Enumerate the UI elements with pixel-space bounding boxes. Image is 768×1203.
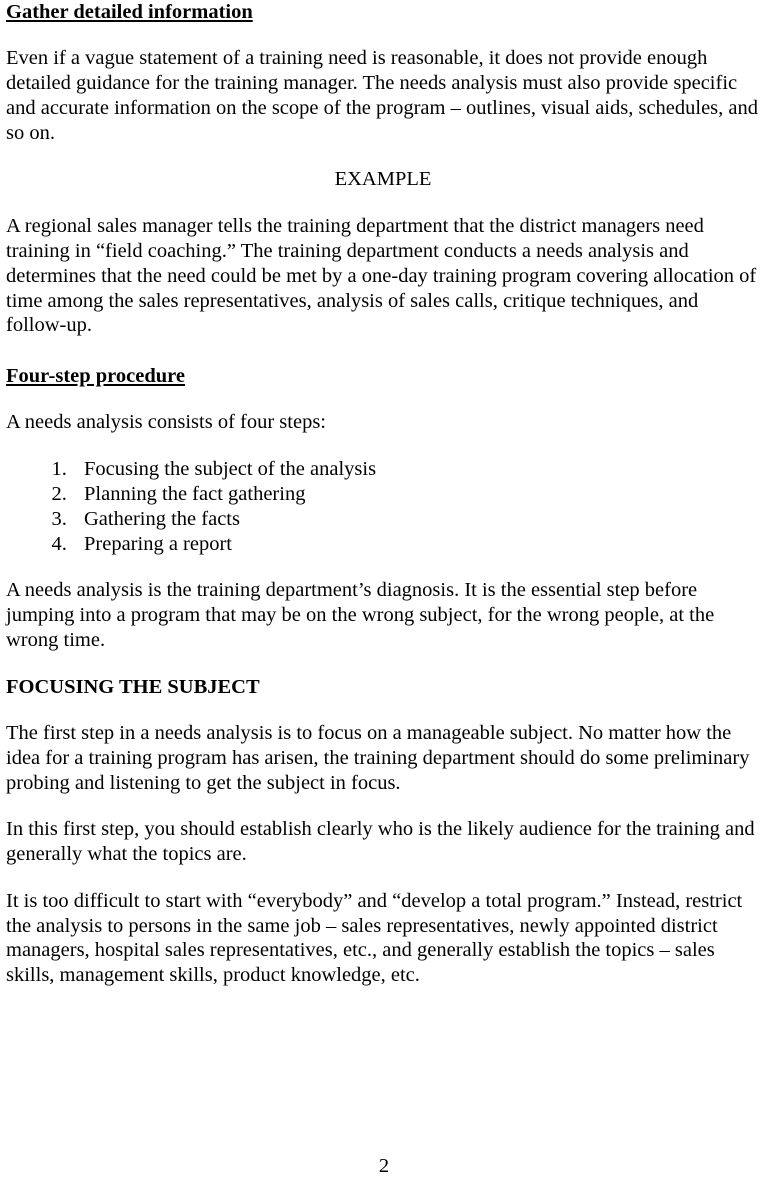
spacer: [6, 388, 760, 410]
list-item: 4. Preparing a report: [72, 532, 760, 557]
paragraph-focusing-restrict-analysis: It is too difficult to start with “everybody” and “develop a total program.” Instead, restrict the analysis to persons in the same job – sales representatives, newly appointed district managers, hospital sales representatives, etc., and generally establish the topics – sales skills, management skills, product knowledge, etc.: [6, 889, 743, 987]
section-heading-gather-detailed-information: Gather detailed information: [6, 1, 253, 23]
section-heading-four-step-procedure: Four-step procedure: [6, 365, 185, 388]
paragraph-focusing-first-step: The first step in a needs analysis is to focus on a manageable subject. No matter how the idea for a training program has arisen, the training department should do some preliminary probing and listening to get the subject in focus.: [6, 721, 750, 794]
spacer: [6, 145, 760, 167]
spacer: [6, 435, 760, 457]
list-item: 1. Focusing the subject of the analysis: [72, 457, 760, 482]
page-number: 2: [378, 1155, 390, 1177]
paragraph-gather-detailed-information: Even if a vague statement of a training need is reasonable, it does not provide enough detailed guidance for the training manager. The needs analysis must also provide specific and accurate information on the scope of the program – outlines, visual aids, schedules, and so on.: [6, 47, 759, 144]
spacer: [6, 192, 760, 214]
spacer: [6, 699, 760, 721]
paragraph-four-step-intro: A needs analysis consists of four steps:: [6, 411, 326, 434]
paragraph-focusing-audience: In this first step, you should establish clearly who is the likely audience for the training and generally what the topics are.: [6, 818, 755, 866]
spacer: [6, 653, 760, 675]
section-heading-example: EXAMPLE: [334, 168, 432, 191]
spacer: [6, 556, 760, 578]
spacer: [6, 338, 760, 364]
list-item: 3. Gathering the facts: [72, 507, 760, 532]
spacer: [6, 24, 760, 46]
section-heading-focusing-the-subject: FOCUSING THE SUBJECT: [6, 675, 260, 698]
spacer: [6, 867, 760, 889]
paragraph-example: A regional sales manager tells the training department that the district managers need training in “field coaching.” The training department conducts a needs analysis and determines that the need could be met by a one-day training program covering allocation of time among the sales representatives, analysis of sales calls, critique techniques, and follow-up.: [6, 215, 757, 337]
paragraph-needs-analysis-diagnosis: A needs analysis is the training department’s diagnosis. It is the essential step before jumping into a program that may be on the wrong subject, for the wrong people, at the wrong time.: [6, 579, 715, 651]
four-step-list: [6, 457, 760, 556]
list-item: 2. Planning the fact gathering: [72, 482, 760, 507]
spacer: [6, 795, 760, 817]
